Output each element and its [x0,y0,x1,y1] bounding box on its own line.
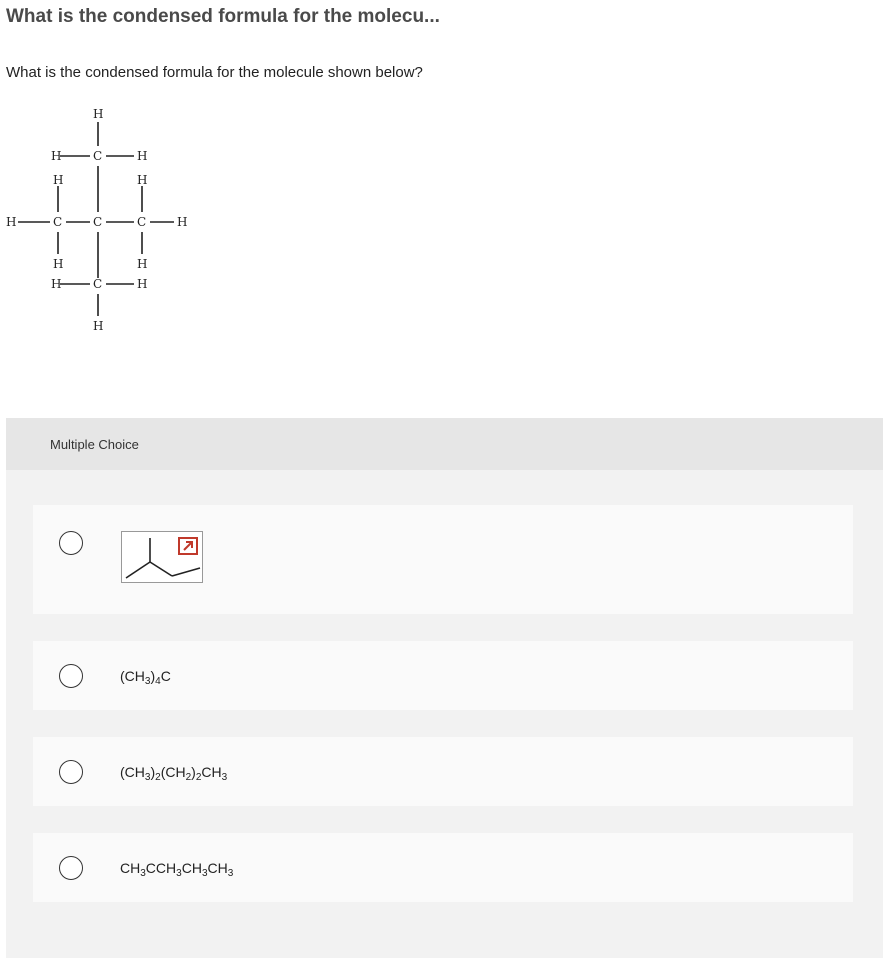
answer-option-c[interactable] [33,737,853,806]
answer-option-b[interactable] [33,641,853,710]
atom-h: H [137,149,148,163]
multiple-choice-label: Multiple Choice [50,437,139,452]
atom-c: C [53,215,63,229]
atom-h: H [137,277,148,291]
multiple-choice-panel [6,418,883,958]
question-prompt: What is the condensed formula for the molecule shown below? [6,64,423,81]
subscript: 3 [201,868,208,879]
atom-h: H [51,149,62,163]
subscript: 2 [185,772,192,783]
option-formula: $(CH_3)_4C$ [120,668,171,687]
subscript: 3 [144,772,151,783]
atom-h: H [6,215,17,229]
subscript: 4 [155,676,161,687]
option-formula: $CH_3CCH_3CH_3CH_3$ [120,860,234,879]
structural-formula-diagram [0,100,200,345]
subscript: 3 [140,868,146,879]
subscript: 2 [195,772,202,783]
answer-option-a[interactable] [33,505,853,614]
atom-h: H [53,173,64,187]
atom-c: C [93,215,103,229]
subscript: 2 [155,772,161,783]
radio-button[interactable] [59,856,83,880]
atom-c: C [137,215,147,229]
skeletal-structure-image[interactable] [121,531,203,583]
expand-icon[interactable] [178,537,198,555]
atom-h: H [137,257,148,271]
option-formula: $(CH_3)_2(CH_2)_2CH_3$ [120,764,228,783]
radio-button[interactable] [59,760,83,784]
atom-c: C [93,277,103,291]
atom-h: H [51,277,62,291]
atom-h: H [177,215,188,229]
atom-h: H [93,319,104,333]
atom-h: H [137,173,148,187]
subscript: 3 [227,868,234,879]
subscript: 3 [221,772,228,783]
subscript: 3 [144,676,151,687]
radio-button[interactable] [59,664,83,688]
atom-h: H [93,107,104,121]
page-title: What is the condensed formula for the molecu... [6,6,440,27]
subscript: 3 [176,868,182,879]
atom-c: C [93,149,103,163]
radio-button[interactable] [59,531,83,555]
atom-h: H [53,257,64,271]
answer-option-d[interactable] [33,833,853,902]
multiple-choice-header [6,418,883,470]
